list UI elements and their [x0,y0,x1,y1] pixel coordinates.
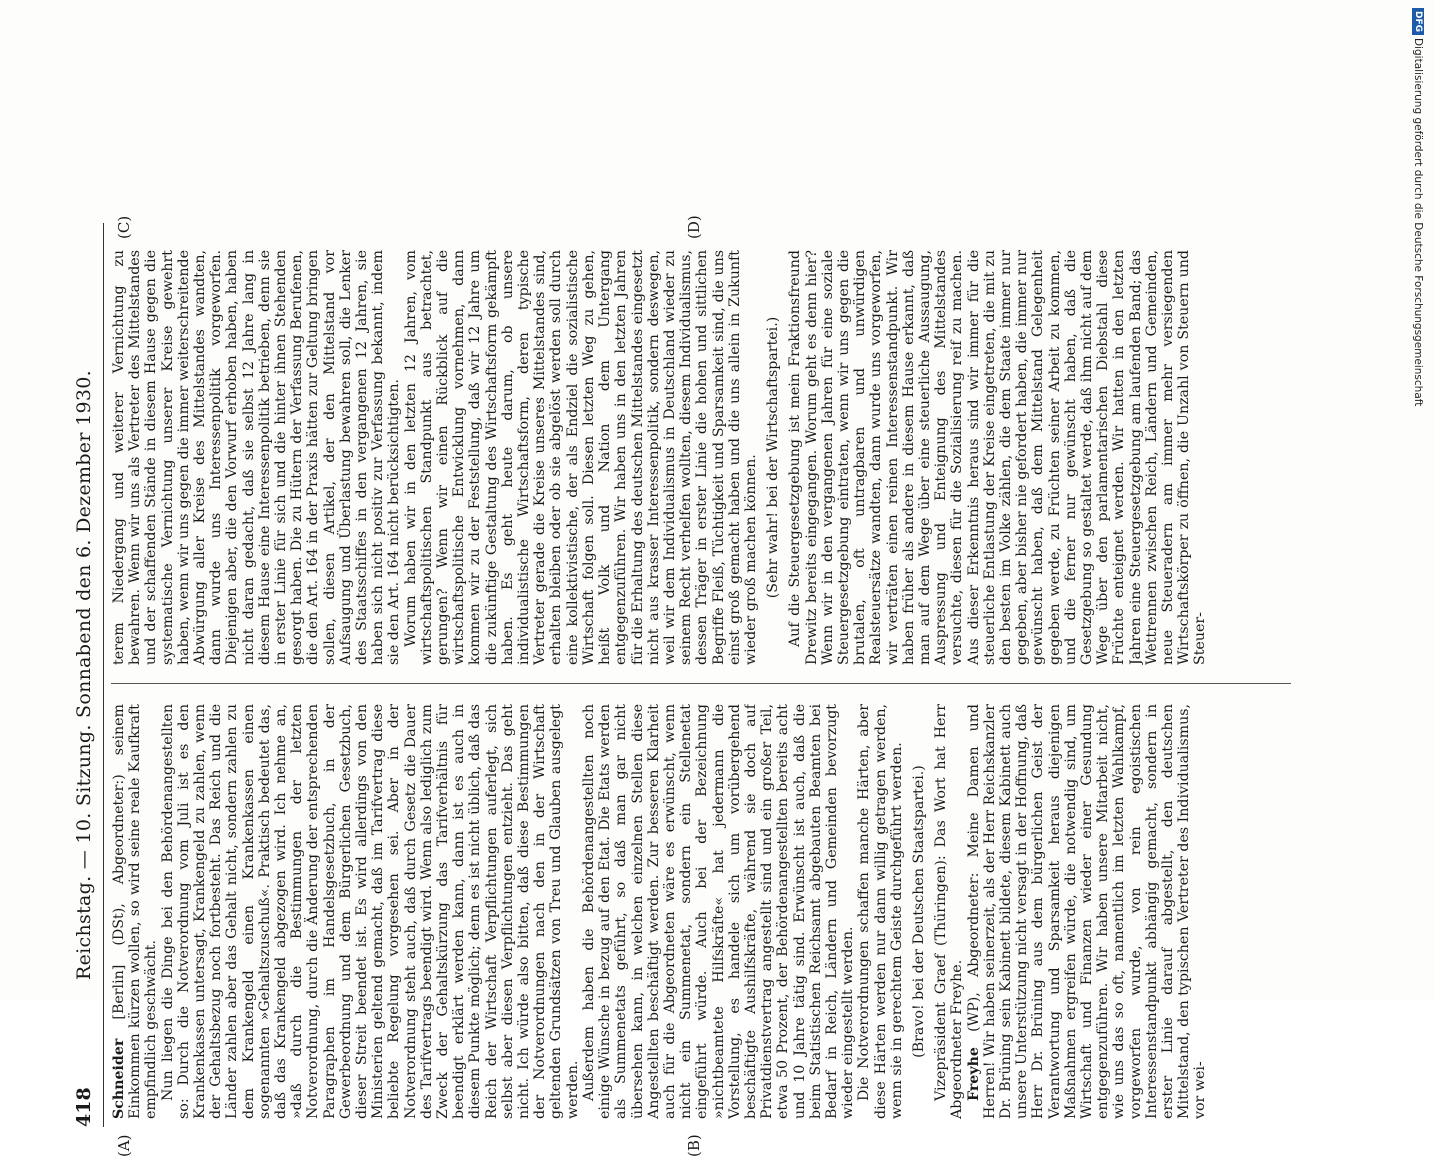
interjection: (Bravo! bei der Deutschen Staatspartei.) [910,765,927,1058]
paragraph: Nun liegen die Dinge bei den Behördenangestellten so: Durch die Notverordnung vom Juli ist es den Krankenkassen untersagt, Krankengeld zu zahlen, wenn der Gehaltsbezug noch fortbesteht. Das Reich und die Länder zahlen aber das Gehalt nicht, sondern zahlen zu dem Krankengeld einen Krankenkassen einen sogenannten »Gehaltszuschuß«. Praktisch bedeutet das, daß das Krankengeld abgezogen wird. Ich nehme an, »daß durch die Bestimmungen der letzten Notverordnung, durch die Änderung der entsprechenden Paragraphen im Handelsgesetzbuch, in der Gewerbeordnung und dem Bürgerlichen Gesetzbuch, dieser Streit beendet ist. Es wird allerdings von den Ministerien geltend gemacht, daß im Tarifvertrag diese beliebte Regelung vorgesehen sei. Aber in der Notverordnung steht auch, daß durch Gesetz die Dauer des Tarifvertrags beendigt wird. Wenn also lediglich zum Zweck der Gehaltskürzung das Tarifverhältnis für beendigt erklärt werden kann, dann ist es auch in diesem Punkte möglich; denn es ist nicht üblich, daß das Reich der Wirtschaft Verpflichtungen auferlegt, sich selbst aber diesen Verpflichtungen entzieht. Das geht nicht. Ich würde also bitten, daß diese Bestimmungen der Notverordnungen nach den in der Wirtschaft geltenden Grundsätzen von Treu und Glauben ausgelegt werden. [159,704,581,1119]
margin-marker-c: (C) [115,215,133,239]
paragraph: Auf die Steuergesetzgebung ist mein Fraktionsfreund Drewitz bereits eingegangen. Worum geht es denn hier? Wenn wir in den vergangenen Jahren für eine soziale Steuergesetzgebung eintraten, wenn wir uns gegen die brutalen, oft untragbaren und unwürdigen Realsteuersätze wandten, dann wurde uns vorgeworfen, wir verträten einen reinen Interessenstandpunkt. Wir haben früher als andere in diesem Hause erkannt, daß man auf dem Wege über eine steuerliche Aussaugung, Auspressung und Enteignung des Mittelstandes versuchte, diesen für die Sozialisierung reif zu machen. Aus dieser Erkenntnis heraus sind wir immer für die steuerliche Entlastung der Kreise eingetreten, die mit zu den besten im Volke zählen, die dem Staate immer nur gegeben, aber bisher nie gefordert haben, die immer nur gewünscht haben, daß dem Mittelstand Gelegenheit gegeben werde, zu Früchten seiner Arbeit zu kommen, und die ferner nur gewünscht haben, daß die Gesetzgebung so gestaltet werde, daß ihm nicht auf dem Wege über den parlamentarischen Diebstahl diese Früchte enteignet werden. Wir hatten in den letzten Jahren eine Steuergesetzgebung am laufenden Band; das Wettrennen zwischen Reich, Ländern und Gemeinden, neue Steueradern am immer mehr versiegenden Wirtschaftskörper zu öffnen, die Unzahl von Steuern und Steuer- [787,250,1209,665]
paragraph: Außerdem haben die Behördenangestellten noch einige Wünsche in bezug auf den Etat. Die Etats werden als Summenetats geführt, so daß man gar nicht übersehen kann, in welchen einzelnen Stellen diese Angestellten beschäftigt werden. Zur besseren Klarheit auch für die Abgeordneten wäre es erwünscht, wenn nicht ein Summenetat, sondern ein Stellenetat eingeführt würde. Auch bei der Bezeichnung »nichtbeamtete Hilfskräfte« hat jedermann die Vorstellung, es handele sich um vorübergehend beschäftigte Aushilfskräfte, während sie doch auf Privatdienstvertrag angestellt sind und ein großer Teil, etwa 50 Prozent, der Behördenangestellten bereits acht und 10 Jahre tätig sind. Erwünscht ist auch, daß die beim Statistischen Reichsamt abgebauten Beamten bei Bedarf in Reich, Ländern und Gemeinden bevorzugt wieder eingestellt werden. [580,704,857,1119]
paragraph: Vizepräsident Graef (Thüringen): Das Wort hat Herr Abgeordneter Freyhe. [933,704,966,1119]
speaker-name: Schneider [111,1038,127,1119]
margin-marker-a: (A) [115,1134,133,1157]
dfg-logo: DFG [1412,8,1424,35]
margin-marker-b: (B) [685,1134,703,1157]
interjection: (Sehr wahr! bei der Wirtschaftspartei.) [765,316,782,599]
column-divider [111,683,1291,684]
speaker-name: Freyhe [965,1047,982,1101]
paragraph: Worum haben wir in den letzten 12 Jahren, vom wirtschaftspolitischen Standpunkt aus betrachtet, gerungen? Wenn wir einen Rückblick auf die wirtschaftspolitische Entwicklung vornehmen, dann kommen wir zu der Feststellung, daß wir 12 Jahre um die zukünftige Gestaltung des Wirtschaftsform gekämpft haben. Es geht heute darum, ob unsere individualistische Wirtschaftsform, deren typische Vertreter gerade die Kreise unseres Mittelstandes sind, erhalten bleiben oder ob sie abgelöst werden soll durch eine kollektivistische, der als Endziel die sozialistische Wirtschaft folgen soll. Diesen letzten Weg zu gehen, heißt Volk und Nation dem Untergang entgegenzuführen. Wir haben uns in den letzten Jahren für die Erhaltung des deutschen Mittelstandes eingesetzt nicht aus krasser Interessenpolitik, sondern deswegen, weil wir dem Individualismus in Deutschland wieder zu seinem Recht verhelfen wollten, diesem Individualismus, dessen Träger in erster Linie die hohen und sittlichen Begriffe Fleiß, Tüchtigkeit und Sparsamkeit sind, die uns einst groß gemacht haben und die uns allein in Zukunft wieder groß machen können. [402,250,759,665]
margin-marker-d: (D) [685,215,703,239]
rotated-document-page [45,215,1315,1157]
right-column [111,250,1295,665]
digitization-credit [1406,8,1428,768]
paragraph: Schneider [Berlin] (DSt), Abgeordneter:) seinem Einkommen kürzen wollen, so wird seine reale Kaufkraft empfindlich geschwächt. [111,704,160,1119]
page-header [73,223,104,1127]
paragraph: Freyhe (WP), Abgeordneter: Meine Damen und Herren! Wir haben seinerzeit, als der Herr Reichskanzler Dr. Brüning sein Kabinett bildete, diesem Kabinett auch unsere Unterstützung nicht versagt in der Hoffnung, daß Herr Dr. Brüning aus dem bürgerlichen Geist der Verantwortung und Sparsamkeit heraus diejenigen Maßnahmen ergreifen würde, die notwendig sind, um Wirtschaft und Finanzen wieder einer Gesundung entgegenzuführen. Wir haben unsere Mitarbeit nicht, wie uns das so oft, namentlich im letzten Wahlkampf, vorgeworfen wurde, von rein egoistischen Interessenstandpunkt abhängig gemacht, sondern in erster Linie darauf abgestellt, den deutschen Mittelstand, den typischen Vertreter des Individualismus, vor wei- [965,704,1209,1119]
left-column [111,704,1295,1119]
paragraph: terem Niedergang und weiterer Vernichtung zu bewahren. Wenn wir uns als Vertreter des Mittelstandes und der schaffenden Stände in diesem Hause gegen die systematische Vernichtung unserer Kreise gewehrt haben, wenn wir uns gegen die immer weiterschreitende Abwürgung aller Kreise des Mittelstandes wandten, dann wurde uns Interessenpolitik vorgeworfen. Diejenigen aber, die den Vorwurf erhoben haben, haben nicht daran gedacht, daß sie selbst 12 Jahre lang in diesem Hause eine Interessenpolitik betrieben, denn sie in erster Linie für sich und die hinter ihnen Stehenden gesorgt haben. Die zu Hütern der Verfassung Berufenen, die den Art. 164 in der Praxis hätten zur Geltung bringen sollen, diesen Artikel, der den Mittelstand vor Aufsaugung und Überlastung bewahren soll, die Lenker des Staatsschiffes in den vergangenen 12 Jahren, sie haben sich nicht positiv zur Verfassung bekannt, indem sie den Art. 164 nicht berücksichtigten. [111,250,403,665]
credit-text: Digitalisierung gefördert durch die Deutsche Forschungsgemeinschaft [1412,38,1424,407]
page-title: Reichstag. — 10. Sitzung. Sonnabend den 6. Dezember 1930. [73,370,95,980]
paragraph: Die Notverordnungen schaffen manche Härten, aber diese Härten werden nur dann willig getragen werden, wenn sie in gerechtem Geiste durchgeführt werden. [856,704,905,1119]
page-number: 418 [73,1087,95,1127]
